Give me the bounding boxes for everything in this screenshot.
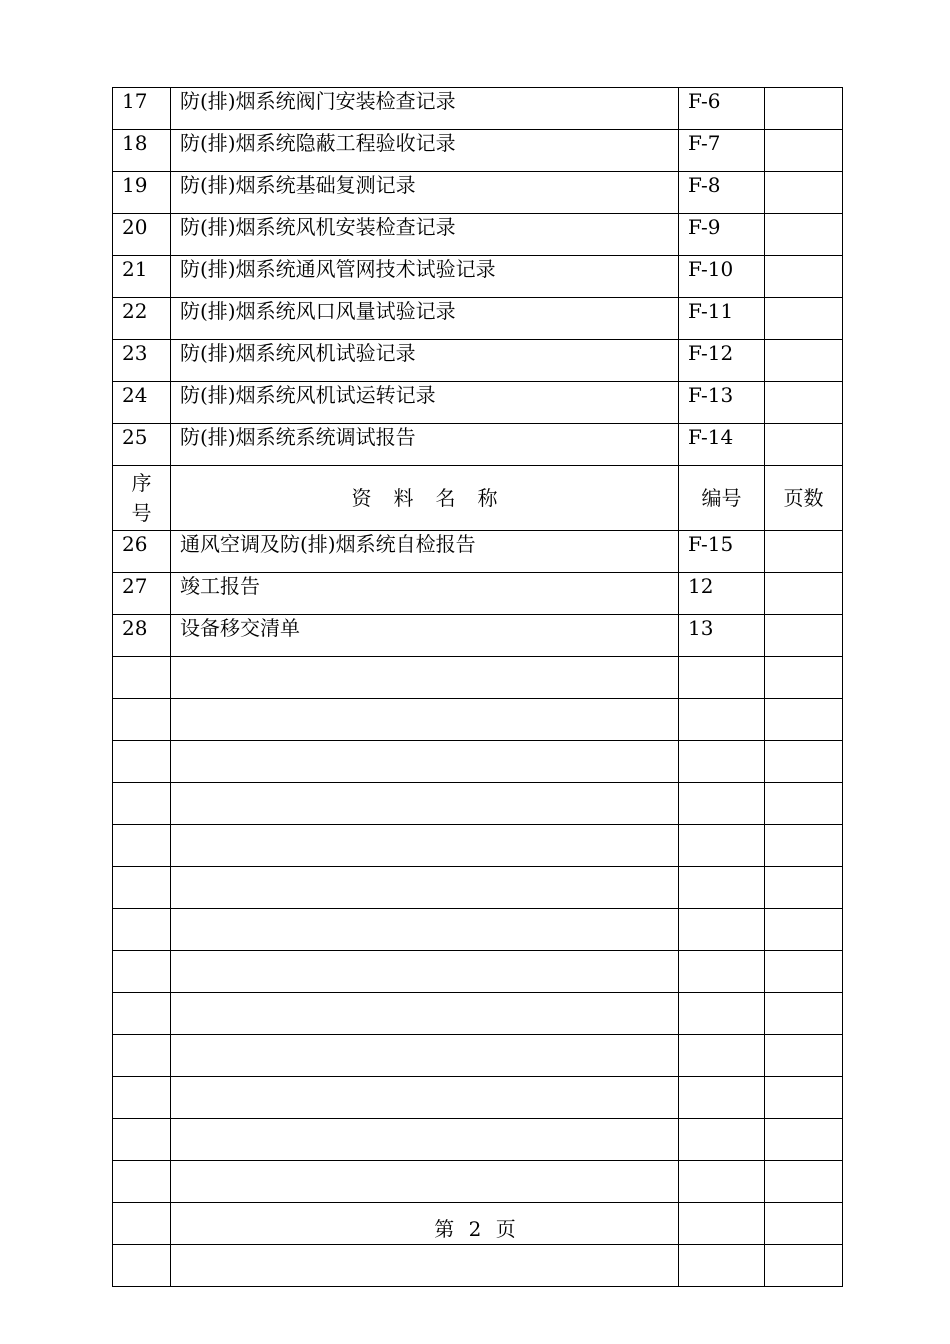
serial-number-cell: 17 [113, 88, 171, 130]
table-row [113, 741, 843, 783]
serial-number-cell [113, 1245, 171, 1287]
code-cell: F-11 [679, 298, 765, 340]
pages-cell [765, 573, 843, 615]
pages-cell [765, 657, 843, 699]
code-cell [679, 657, 765, 699]
pages-cell [765, 298, 843, 340]
header-document-name [171, 466, 679, 531]
table-row [113, 88, 843, 130]
table-row [113, 256, 843, 298]
serial-number-cell [113, 825, 171, 867]
serial-number-cell [113, 1035, 171, 1077]
document-name-cell [171, 867, 679, 909]
pages-cell [765, 88, 843, 130]
pages-cell [765, 909, 843, 951]
table-row [113, 1035, 843, 1077]
serial-number-cell: 18 [113, 130, 171, 172]
table-header-row [113, 466, 843, 531]
serial-number-cell: 24 [113, 382, 171, 424]
page-prefix: 第 [434, 1217, 455, 1241]
serial-number-cell: 27 [113, 573, 171, 615]
serial-number-cell [113, 699, 171, 741]
table-row [113, 424, 843, 466]
table-row [113, 699, 843, 741]
header-code-text: 编号 [701, 486, 742, 510]
page-suffix: 页 [495, 1217, 516, 1241]
code-cell: F-8 [679, 172, 765, 214]
header-document-name-text: 资料名称 [351, 486, 520, 510]
code-cell: 13 [679, 615, 765, 657]
document-name-cell [171, 1245, 679, 1287]
pages-cell [765, 615, 843, 657]
code-cell: F-13 [679, 382, 765, 424]
document-name-cell [171, 1077, 679, 1119]
table-row [113, 1077, 843, 1119]
serial-number-cell: 19 [113, 172, 171, 214]
document-name-cell [171, 951, 679, 993]
document-name-cell [171, 657, 679, 699]
document-name-cell [171, 825, 679, 867]
document-name-cell [171, 699, 679, 741]
document-name-cell [171, 993, 679, 1035]
pages-cell [765, 1035, 843, 1077]
code-cell: F-12 [679, 340, 765, 382]
code-cell [679, 783, 765, 825]
pages-cell [765, 783, 843, 825]
code-cell [679, 867, 765, 909]
document-name-cell [171, 783, 679, 825]
pages-cell [765, 867, 843, 909]
table-row [113, 531, 843, 573]
code-cell: F-14 [679, 424, 765, 466]
document-name-cell: 防(排)烟系统风机试验记录 [171, 340, 679, 382]
code-cell: F-15 [679, 531, 765, 573]
table-row [113, 1119, 843, 1161]
document-name-cell: 防(排)烟系统风机安装检查记录 [171, 214, 679, 256]
table-row [113, 130, 843, 172]
document-name-cell: 防(排)烟系统阀门安装检查记录 [171, 88, 679, 130]
header-code [679, 466, 765, 531]
serial-number-cell: 26 [113, 531, 171, 573]
table-row [113, 340, 843, 382]
header-serial-number [113, 466, 171, 531]
pages-cell [765, 172, 843, 214]
code-cell [679, 909, 765, 951]
serial-number-cell [113, 1119, 171, 1161]
code-cell [679, 741, 765, 783]
table-body-bottom [113, 531, 843, 1287]
serial-number-cell: 23 [113, 340, 171, 382]
table-row [113, 783, 843, 825]
serial-number-cell: 28 [113, 615, 171, 657]
code-cell [679, 1119, 765, 1161]
header-serial-line-2: 号 [131, 501, 152, 525]
document-name-cell: 竣工报告 [171, 573, 679, 615]
code-cell [679, 993, 765, 1035]
pages-cell [765, 340, 843, 382]
pages-cell [765, 1161, 843, 1203]
table-row [113, 382, 843, 424]
serial-number-cell [113, 867, 171, 909]
serial-number-cell [113, 1161, 171, 1203]
document-name-cell: 设备移交清单 [171, 615, 679, 657]
table-body-top [113, 88, 843, 466]
table-row [113, 867, 843, 909]
serial-number-cell [113, 783, 171, 825]
document-name-cell: 防(排)烟系统基础复测记录 [171, 172, 679, 214]
table-header-section [113, 466, 843, 531]
table-row [113, 951, 843, 993]
table-row [113, 1245, 843, 1287]
pages-cell [765, 531, 843, 573]
table-row [113, 214, 843, 256]
serial-number-cell [113, 741, 171, 783]
table-row [113, 909, 843, 951]
page-number-footer [0, 1213, 950, 1242]
serial-number-cell [113, 951, 171, 993]
document-name-cell: 防(排)烟系统风口风量试验记录 [171, 298, 679, 340]
header-pages-text: 页数 [783, 486, 824, 510]
document-name-cell: 通风空调及防(排)烟系统自检报告 [171, 531, 679, 573]
document-name-cell [171, 1119, 679, 1161]
serial-number-cell [113, 993, 171, 1035]
code-cell: F-6 [679, 88, 765, 130]
code-cell: F-7 [679, 130, 765, 172]
pages-cell [765, 699, 843, 741]
code-cell [679, 1077, 765, 1119]
table-row [113, 993, 843, 1035]
pages-cell [765, 741, 843, 783]
document-name-cell [171, 1161, 679, 1203]
table-row [113, 825, 843, 867]
code-cell [679, 825, 765, 867]
code-cell [679, 1245, 765, 1287]
pages-cell [765, 1119, 843, 1161]
page-number: 2 [468, 1217, 482, 1241]
serial-number-cell: 22 [113, 298, 171, 340]
table-row [113, 615, 843, 657]
serial-number-cell: 21 [113, 256, 171, 298]
code-cell [679, 951, 765, 993]
pages-cell [765, 993, 843, 1035]
table-row [113, 1161, 843, 1203]
pages-cell [765, 214, 843, 256]
pages-cell [765, 382, 843, 424]
document-name-cell: 防(排)烟系统风机试运转记录 [171, 382, 679, 424]
code-cell [679, 1035, 765, 1077]
table-row [113, 657, 843, 699]
document-name-cell [171, 1035, 679, 1077]
code-cell: F-10 [679, 256, 765, 298]
serial-number-cell [113, 909, 171, 951]
serial-number-cell: 25 [113, 424, 171, 466]
header-pages [765, 466, 843, 531]
pages-cell [765, 130, 843, 172]
pages-cell [765, 951, 843, 993]
code-cell [679, 1161, 765, 1203]
table-row [113, 573, 843, 615]
document-name-cell [171, 909, 679, 951]
pages-cell [765, 1245, 843, 1287]
serial-number-cell [113, 657, 171, 699]
code-cell [679, 699, 765, 741]
document-name-cell [171, 741, 679, 783]
serial-number-cell [113, 1077, 171, 1119]
pages-cell [765, 256, 843, 298]
code-cell: F-9 [679, 214, 765, 256]
document-name-cell: 防(排)烟系统通风管网技术试验记录 [171, 256, 679, 298]
document-index-table [112, 87, 843, 1287]
pages-cell [765, 1077, 843, 1119]
table-row [113, 298, 843, 340]
table-row [113, 172, 843, 214]
pages-cell [765, 424, 843, 466]
code-cell: 12 [679, 573, 765, 615]
header-serial-line-1: 序 [131, 471, 152, 495]
document-name-cell: 防(排)烟系统系统调试报告 [171, 424, 679, 466]
serial-number-cell: 20 [113, 214, 171, 256]
pages-cell [765, 825, 843, 867]
document-name-cell: 防(排)烟系统隐蔽工程验收记录 [171, 130, 679, 172]
